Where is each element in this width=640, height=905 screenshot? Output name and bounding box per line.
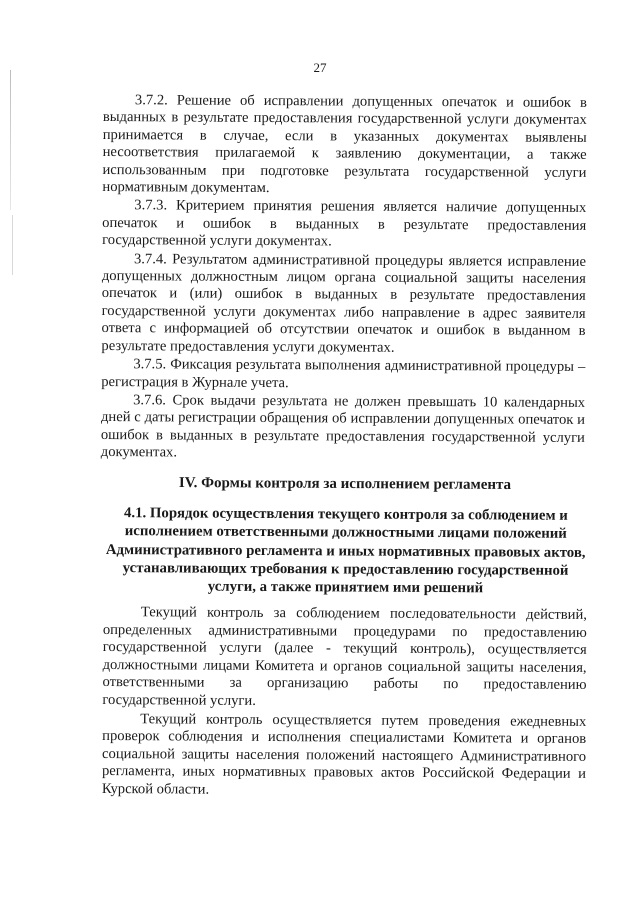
upper-text-block <box>101 92 587 464</box>
paragraph-current-control: Текущий контроль за соблюдением последовательности действий, определенных административными процедурами по предоставлению государственной услуги (далее - текущий контроль), осуществляется должностными лицами Комитета и органов социальной защиты населения, ответственными за организацию работы по предоставлению государственной услуги. <box>102 604 587 709</box>
paragraph-3-7-5: 3.7.5. Фиксация результата выполнения административной процедуры – регистрация в Журнале учета. <box>101 356 586 391</box>
paragraph-3-7-3: 3.7.3. Критерием принятия решения является наличие допущенных опечаток и ошибок в выданных в результате предоставления государственной услуги документах. <box>102 197 587 250</box>
subsection-title: 4.1. Порядок осуществления текущего контроля за соблюдением и исполнением ответственными должностными лицами положений Административного регламента и иных нормативных правовых актов, устанавливающих требования к предоставлению государственной услуги, а также принятием ими решений <box>105 505 586 597</box>
paragraph-3-7-6: 3.7.6. Срок выдачи результата не должен превышать 10 календарных дней с даты регистрации обращения об исправлении допущенных опечаток и ошибок в выданных в результате предоставления государственной услуги документах. <box>100 392 586 461</box>
scan-margin-mark <box>10 70 11 210</box>
scan-margin-mark <box>12 215 13 275</box>
paragraph-3-7-4: 3.7.4. Результатом административной процедуры является исправление допущенных должностным лицом органа социальной защиты населения опечаток и (или) ошибок в выданных в результате предоставления государственной услуги документах либо направление в адрес заявителя ответа с информацией об отсутствии опечаток и ошибок в выданном в результате предоставления услуги документах. <box>101 250 587 356</box>
paragraph-current-control-method: Текущий контроль осуществляется путем проведения ежедневных проверок соблюдения и исполнения специалистами Комитета и органов социальной защиты населения положений настоящего Административного регламента, иных нормативных правовых актов Российской Федерации и Курской области. <box>101 710 587 798</box>
paragraph-3-7-2: 3.7.2. Решение об исправлении допущенных опечаток и ошибок в выданных в результате предоставления государственной услуги документах принимается в случае, если в указанных документах выявлены несоответствия прилагаемой к заявлению документации, а также использованным при подготовке результата государственной услуги нормативным документам. <box>102 92 587 197</box>
section-title: IV. Формы контроля за исполнением регламента <box>178 474 512 494</box>
lower-text-block <box>102 604 587 801</box>
page-number: 27 <box>313 60 327 75</box>
